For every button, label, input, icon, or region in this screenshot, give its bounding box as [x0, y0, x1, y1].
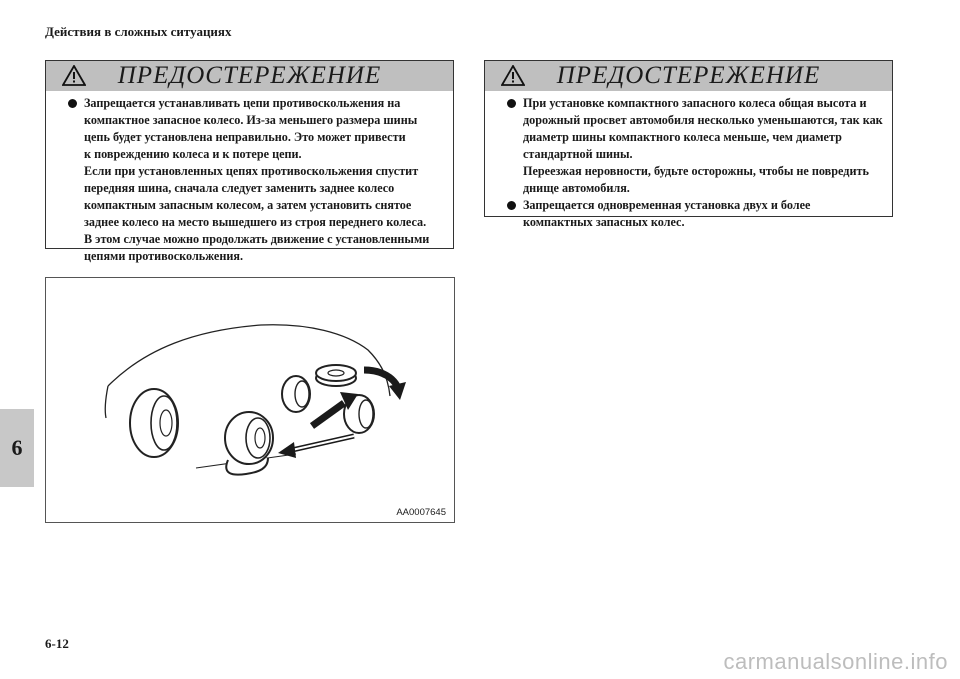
warning-line: компактное запасное колесо. Из-за меньшего размера шины: [84, 113, 418, 127]
arrow-left-icon: [278, 436, 354, 458]
warning-body: [46, 91, 453, 271]
section-header: Действия в сложных ситуациях: [45, 24, 232, 39]
warning-line: заднее колесо на место вышедшего из строя переднего колеса.: [84, 215, 427, 229]
warning-header: [485, 61, 892, 91]
illustration-wheel-swap: [45, 277, 455, 523]
flat-tire-icon: [225, 412, 273, 475]
spare-tire-flat-icon: [316, 365, 356, 386]
warning-line: компактных запасных колес.: [523, 215, 685, 229]
arrow-curve-icon: [364, 370, 406, 400]
warning-line: Переезжая неровности, будьте осторожны, чтобы не повредить: [523, 164, 869, 178]
bullet-icon: [507, 99, 516, 108]
warning-line: цепями противоскольжения.: [84, 249, 244, 263]
chapter-tab: [0, 409, 34, 487]
warning-line: компактным запасным колесом, а затем установить снятое: [84, 198, 412, 212]
warning-line: Запрещается устанавливать цепи противоскольжения на: [84, 96, 401, 110]
warning-box-compact-spare: [484, 60, 893, 229]
warning-item: [507, 197, 884, 231]
warning-body: [485, 91, 892, 237]
warning-line: диаметр шины компактного колеса меньше, чем диаметр: [523, 130, 842, 144]
warning-item: [507, 95, 884, 197]
warning-triangle-icon: [62, 65, 86, 86]
warning-line: дорожный просвет автомобиля несколько уменьшаются, так как: [523, 113, 883, 127]
warning-triangle-icon: [501, 65, 525, 86]
compact-spare-wheel-icon: [282, 376, 310, 412]
warning-line: Запрещается одновременная установка двух и более: [523, 198, 811, 212]
warning-title: ПРЕДОСТЕРЕЖЕНИЕ: [117, 62, 382, 89]
warning-line: стандартной шины.: [523, 147, 633, 161]
figure-code: AA0007645: [396, 507, 446, 518]
warning-box-chains: [45, 60, 454, 263]
page-number: 6-12: [45, 636, 69, 651]
warning-line: При установке компактного запасного колеса общая высота и: [523, 96, 867, 110]
chapter-number: 6: [11, 435, 23, 460]
warning-line: цепь будет установлена неправильно. Это может привести: [84, 130, 406, 144]
bullet-icon: [507, 201, 516, 210]
warning-line: В этом случае можно продолжать движение с установленными: [84, 232, 430, 246]
warning-title: ПРЕДОСТЕРЕЖЕНИЕ: [556, 62, 821, 89]
car-wheels-illustration: [46, 278, 454, 522]
warning-line: передняя шина, сначала следует заменить заднее колесо: [84, 181, 395, 195]
watermark: carmanualsonline.info: [723, 649, 948, 674]
bullet-icon: [68, 99, 77, 108]
front-wheel-icon: [130, 389, 178, 457]
warning-line: к повреждению колеса и к потере цепи.: [84, 147, 302, 161]
warning-header: [46, 61, 453, 91]
warning-item: [68, 95, 445, 265]
warning-line: Если при установленных цепях противоскольжения спустит: [84, 164, 419, 178]
warning-line: днище автомобиля.: [523, 181, 630, 195]
